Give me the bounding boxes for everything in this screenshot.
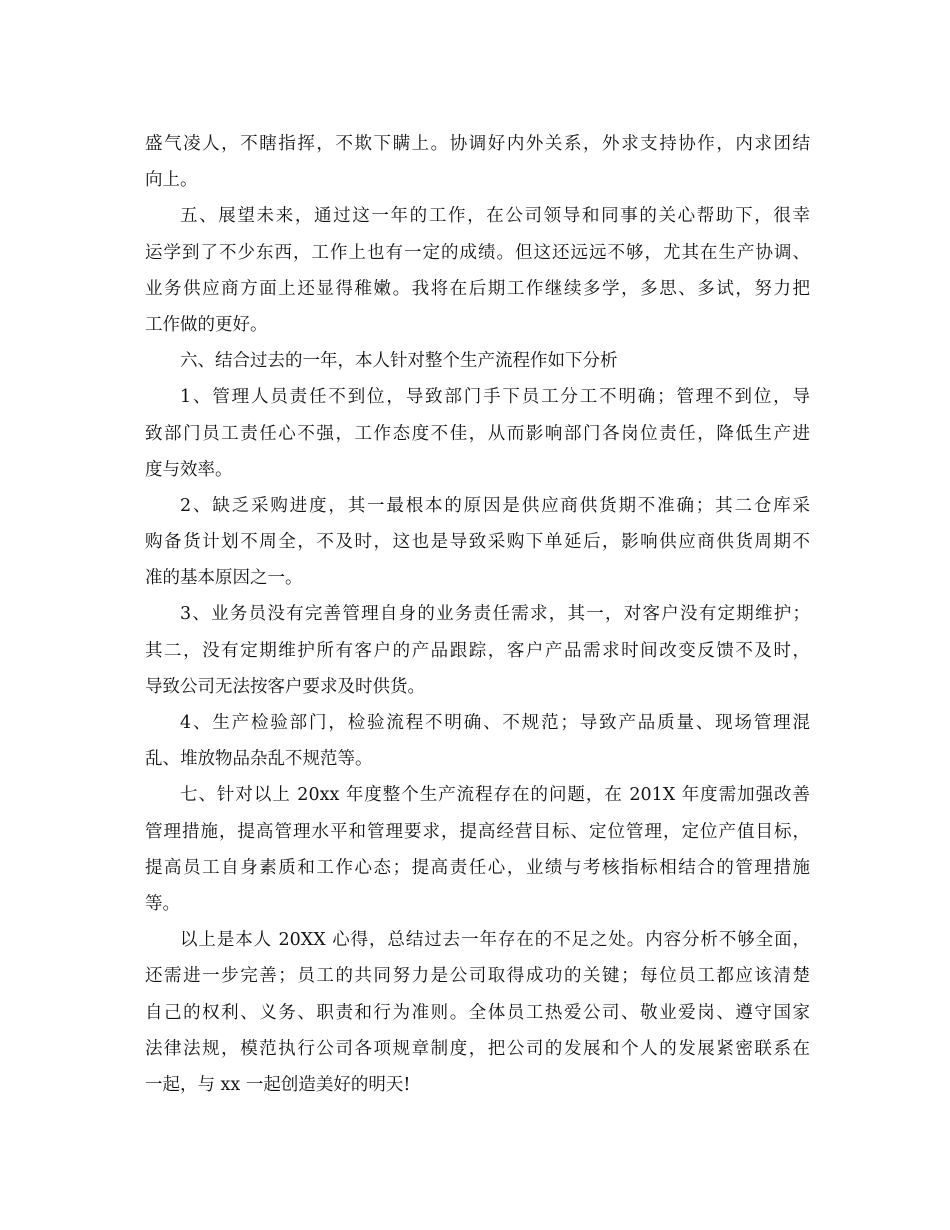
text-line: 一起，与 xx 一起创造美好的明天! [145,1074,411,1095]
text-line: 工作做的更好。 [145,314,268,335]
text-line: 1、管理人员责任不到位，导致部门手下员工分工不明确；管理不到位，导 [180,387,810,408]
paragraph [145,488,810,597]
document-body [145,126,810,1103]
paragraph [145,596,810,705]
text-line: 3、业务员没有完善管理自身的业务责任需求，其一，对客户没有定期维护； [180,604,810,625]
text-line: 提高员工自身素质和工作心态；提高责任心，业绩与考核指标相结合的管理措施 [145,857,810,878]
text-line: 2、缺乏采购进度，其一最根本的原因是供应商供货期不准确；其二仓库采 [180,495,810,516]
text-line: 准的基本原因之一。 [145,568,303,589]
paragraph [145,198,810,343]
text-line: 六、结合过去的一年，本人针对整个生产流程作如下分析 [180,351,618,372]
text-line: 法律法规，模范执行公司各项规章制度，把公司的发展和个人的发展紧密联系在 [145,1038,810,1059]
paragraph [145,922,810,1103]
text-line: 致部门员工责任心不强，工作态度不佳，从而影响部门各岗位责任，降低生产进 [145,423,810,444]
text-line: 导致公司无法按客户要求及时供货。 [145,676,425,697]
text-line: 业务供应商方面上还显得稚嫩。我将在后期工作继续多学，多思、多试，努力把 [145,278,810,299]
text-line: 运学到了不少东西，工作上也有一定的成绩。但这还远远不够，尤其在生产协调、 [145,242,810,263]
text-line: 向上。 [145,170,198,191]
paragraph [145,343,810,379]
paragraph [145,126,810,198]
text-line: 七、针对以上 20xx 年度整个生产流程存在的问题，在 201X 年度需加强改善 [180,785,810,806]
text-line: 管理措施，提高管理水平和管理要求，提高经营目标、定位管理，定位产值目标， [145,821,810,842]
paragraph [145,777,810,922]
text-line: 五、展望未来，通过这一年的工作，在公司领导和同事的关心帮助下，很幸 [180,206,810,227]
text-line: 购备货计划不周全，不及时，这也是导致采购下单延后，影响供应商供货周期不 [145,532,810,553]
text-line: 乱、堆放物品杂乱不规范等。 [145,749,373,770]
text-line: 度与效率。 [145,459,233,480]
text-line: 等。 [145,893,180,914]
text-line: 其二，没有定期维护所有客户的产品跟踪，客户产品需求时间改变反馈不及时， [145,640,810,661]
text-line: 还需进一步完善；员工的共同努力是公司取得成功的关键；每位员工都应该清楚 [145,966,810,987]
text-line: 4、生产检验部门，检验流程不明确、不规范；导致产品质量、现场管理混 [180,713,810,733]
text-line: 以上是本人 20XX 心得，总结过去一年存在的不足之处。内容分析不够全面， [180,930,810,951]
text-line: 自己的权利、义务、职责和行为准则。全体员工热爱公司、敬业爱岗、遵守国家 [145,1002,810,1023]
paragraph [145,705,810,777]
paragraph [145,379,810,488]
text-line: 盛气凌人，不瞎指挥，不欺下瞒上。协调好内外关系，外求支持协作，内求团结 [145,134,810,154]
